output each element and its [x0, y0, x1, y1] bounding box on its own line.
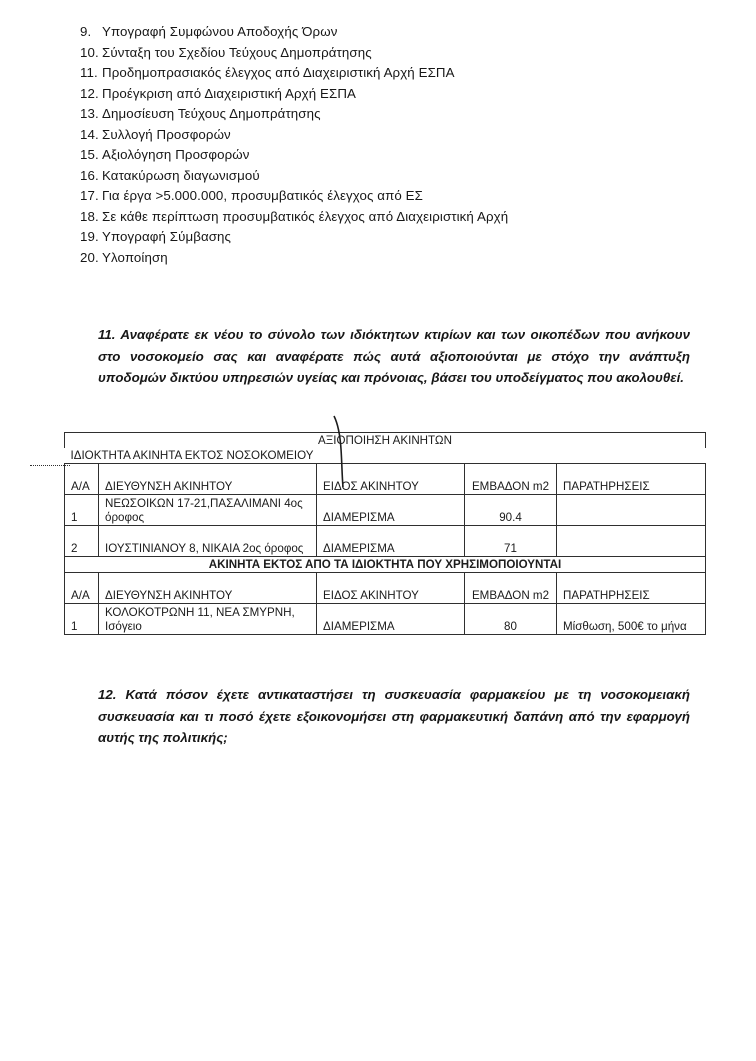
col-header-type: ΕΙΔΟΣ ΑΚΙΝΗΤΟΥ	[317, 573, 465, 604]
table-row	[65, 604, 706, 635]
cell-type: ΔΙΑΜΕΡΙΣΜΑ	[317, 495, 465, 526]
list-item: 18. Σε κάθε περίπτωση προσυμβατικός έλεγχος από Διαχειριστική Αρχή	[80, 208, 509, 224]
list-item: 17. Για έργα >5.000.000, προσυμβατικός έλεγχος από ΕΣ	[80, 188, 423, 203]
list-item: 12. Προέγκριση από Διαχειριστική Αρχή ΕΣΠΑ	[80, 85, 356, 101]
question-number: 12.	[98, 687, 117, 702]
table-title-row	[65, 433, 706, 449]
col-header-area: ΕΜΒΑΔΟΝ m2	[465, 573, 557, 604]
cell-address: ΚΟΛΟΚΟΤΡΩΝΗ 11, ΝΕΑ ΣΜΥΡΝΗ, Ισόγειο	[99, 604, 317, 635]
cell-notes: Μίσθωση, 500€ το μήνα	[557, 604, 706, 635]
table-subtitle: ΙΔΙΟΚΤΗΤΑ ΑΚΙΝΗΤΑ ΕΚΤΟΣ ΝΟΣΟΚΟΜΕΙΟΥ	[65, 448, 706, 464]
list-item: 9. Υπογραφή Συμφώνου Αποδοχής Όρων	[80, 24, 338, 39]
table-row	[65, 526, 706, 557]
cell-area: 90.4	[465, 495, 557, 526]
table-section-title: ΑΚΙΝΗΤΑ ΕΚΤΟΣ ΑΠΟ ΤΑ ΙΔΙΟΚΤΗΤΑ ΠΟΥ ΧΡΗΣΙΜΟΠΟΙΟΥΝΤΑΙ	[65, 557, 706, 573]
cell-type: ΔΙΑΜΕΡΙΣΜΑ	[317, 604, 465, 635]
col-header-area: ΕΜΒΑΔΟΝ m2	[465, 464, 557, 495]
table-subtitle-row	[65, 448, 706, 464]
cell-aa: 1	[65, 604, 99, 635]
col-header-address: ΔΙΕΥΘΥΝΣΗ ΑΚΙΝΗΤΟΥ	[99, 573, 317, 604]
table-title: ΑΞΙΟΠΟΙΗΣΗ ΑΚΙΝΗΤΩΝ	[65, 433, 706, 449]
pen-mark	[330, 414, 348, 489]
cell-address: ΙΟΥΣΤΙΝΙΑΝΟΥ 8, ΝΙΚΑΙΑ 2ος όροφος	[99, 526, 317, 557]
list-item: 11. Προδημοπρασιακός έλεγχος από Διαχειριστική Αρχή ΕΣΠΑ	[80, 65, 455, 80]
cell-address: ΝΕΩΣΟΙΚΩΝ 17-21,ΠΑΣΑΛΙΜΑΝΙ 4ος όροφος	[99, 495, 317, 526]
list-item: 14. Συλλογή Προσφορών	[80, 126, 231, 142]
cell-notes	[557, 526, 706, 557]
col-header-notes: ΠΑΡΑΤΗΡΗΣΕΙΣ	[557, 464, 706, 495]
table-row	[65, 495, 706, 526]
col-header-type: ΕΙΔΟΣ ΑΚΙΝΗΤΟΥ	[317, 464, 465, 495]
cell-aa: 2	[65, 526, 99, 557]
cell-aa: 1	[65, 495, 99, 526]
question-text: Αναφέρατε εκ νέου το σύνολο των ιδιόκτητων κτιρίων και των οικοπέδων που ανήκουν στο νοσοκομείο σας και αναφέρατε πώς αυτά αξιοποιούνται με στόχο την ανάπτυξη υποδομών δικτύου υπηρεσιών υγείας και πρόνοιας, βάσει του υποδείγματος που ακολουθεί.	[98, 327, 690, 385]
list-item: 15. Αξιολόγηση Προσφορών	[80, 147, 250, 162]
cell-area: 80	[465, 604, 557, 635]
cell-area: 71	[465, 526, 557, 557]
list-item: 20. Υλοποίηση	[80, 249, 168, 265]
question-text: Κατά πόσον έχετε αντικαταστήσει τη συσκευασία φαρμακείου με τη νοσοκομειακή συσκευασία και τι ποσό έχετε εξοικονομήσει στη φαρμακευτική δαπάνη από την εφαρμογή αυτής της πολιτικής;	[98, 687, 690, 745]
table-header-row	[65, 573, 706, 604]
list-item: 16. Κατακύρωση διαγωνισμού	[80, 167, 260, 183]
table-section-row	[65, 557, 706, 573]
col-header-notes: ΠΑΡΑΤΗΡΗΣΕΙΣ	[557, 573, 706, 604]
table-header-row	[65, 464, 706, 495]
question-12	[98, 684, 690, 749]
question-11	[98, 324, 690, 389]
col-header-aa: Α/Α	[65, 464, 99, 495]
list-item: 19. Υπογραφή Σύμβασης	[80, 229, 232, 244]
cell-notes	[557, 495, 706, 526]
cell-type: ΔΙΑΜΕΡΙΣΜΑ	[317, 526, 465, 557]
col-header-aa: Α/Α	[65, 573, 99, 604]
list-item: 13. Δημοσίευση Τεύχους Δημοπράτησης	[80, 106, 321, 121]
list-item: 10. Σύνταξη του Σχεδίου Τεύχους Δημοπράτησης	[80, 44, 372, 60]
col-header-address: ΔΙΕΥΘΥΝΣΗ ΑΚΙΝΗΤΟΥ	[99, 464, 317, 495]
scan-artifact	[30, 465, 70, 466]
question-number: 11.	[98, 327, 116, 342]
property-utilization-table	[64, 432, 706, 635]
procedure-steps-list	[80, 22, 640, 268]
